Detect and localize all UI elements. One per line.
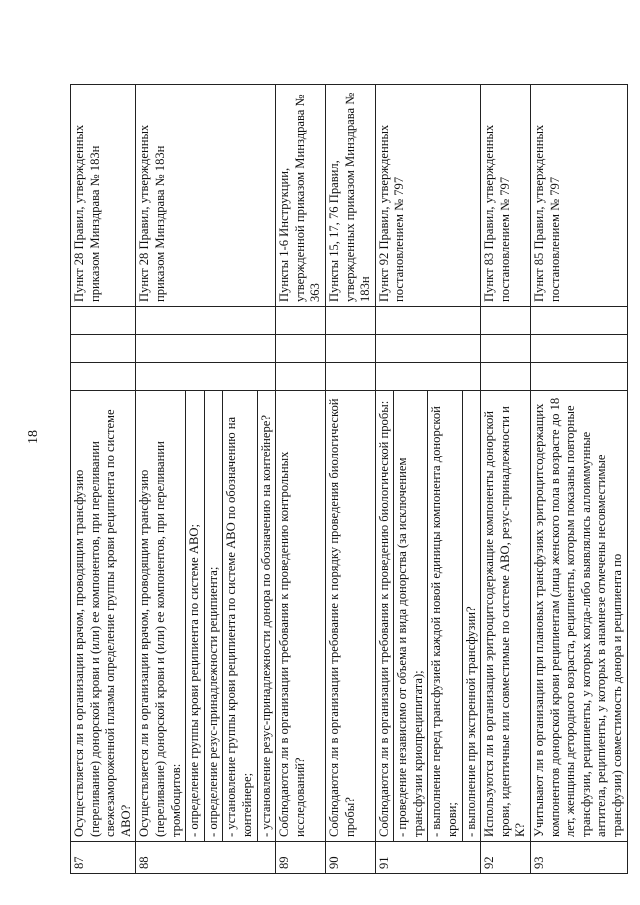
basis-cell: Пункты 15, 17, 76 Правил, утвержденных приказом Минздрава № 183н (325, 85, 375, 307)
rotated-table-container (70, 84, 624, 874)
row-number: 93 (531, 842, 628, 874)
table-row (136, 85, 186, 874)
basis-cell: Пункт 85 Правил, утвержденных постановлением № 797 (531, 85, 628, 307)
answer-cell-yes (71, 363, 136, 391)
question-cell: Осуществляется ли в организации врачом, проводящим трансфузию (переливание) донорской крови и (или) ее компонентов, при переливании свежезамороженной плазмы определение группы крови реципиента по системе АВО? (71, 391, 136, 842)
answer-cell-yes (136, 363, 276, 391)
answer-cell-no (276, 335, 326, 363)
question-cell: Соблюдаются ли в организации требования к проведению контрольных исследований? (276, 391, 326, 842)
table-row (531, 85, 628, 874)
answer-cell-yes (531, 363, 628, 391)
answer-cell-yes (276, 363, 326, 391)
row-number: 88 (136, 842, 276, 874)
answer-cell-yes (481, 363, 531, 391)
answer-cell-no (71, 335, 136, 363)
row-number: 90 (325, 842, 375, 874)
question-cell: Используются ли в организации эритроцитсодержащие компоненты донорской крови, идентичные или совместимые по системе АВО, резус-принадлежности и К? (481, 391, 531, 842)
answer-cell-na (136, 307, 276, 335)
row-number: 87 (71, 842, 136, 874)
basis-cell: Пункт 28 Правил, утвержденных приказом Минздрава № 183н (136, 85, 276, 307)
row-number: 91 (375, 842, 481, 874)
table-row (71, 85, 136, 874)
question-cell: Соблюдаются ли в организации требование к порядку проведения биологической пробы? (325, 391, 375, 842)
basis-cell: Пункт 28 Правил, утвержденных приказом Минздрава № 183н (71, 85, 136, 307)
answer-cell-no (531, 335, 628, 363)
basis-cell: Пункты 1-6 Инструкции, утвержденной приказом Минздрава № 363 (276, 85, 326, 307)
table-row (325, 85, 375, 874)
answer-cell-na (531, 307, 628, 335)
answer-cell-no (136, 335, 276, 363)
answer-cell-na (375, 307, 481, 335)
answer-cell-na (71, 307, 136, 335)
question-cell: Учитывают ли в организации при плановых трансфузиях эритроцитсодержащих компонентов донорской крови реципиентам (лица женского пола в возрасте до 18 лет, женщины детородного возраста, реципиенты, которым показаны повторные трансфузии, реципиенты, у которых когда-либо выявлялись аллоиммунные антитела, реципиенты, у которых в анамнезе отмечены несовместимые трансфузии) совместимость донора и реципиента по (531, 391, 628, 842)
table-row (375, 85, 394, 874)
answer-cell-na (325, 307, 375, 335)
checklist-table (70, 84, 628, 874)
answer-cell-no (375, 335, 481, 363)
question-cell: Осуществляется ли в организации врачом, проводящим трансфузию (переливание) донорской крови и (или) ее компонентов, при переливании тромбоцитов: (136, 391, 186, 842)
subitem-cell: - установление группы крови реципиента по системе АВО по обозначению на контейнере; (223, 391, 257, 842)
subitem-cell: - выполнение при экстренной трансфузии? (462, 391, 481, 842)
answer-cell-no (325, 335, 375, 363)
answer-cell-no (481, 335, 531, 363)
row-number: 89 (276, 842, 326, 874)
subitem-cell: - проведение независимо от объема и вида донорства (за исключением трансфузии криопреципитата); (394, 391, 428, 842)
basis-cell: Пункт 83 Правил, утвержденных постановлением № 797 (481, 85, 531, 307)
table-row (481, 85, 531, 874)
page-number: 18 (26, 430, 41, 444)
subitem-cell: - установление резус-принадлежности донора по обозначению на контейнере? (257, 391, 276, 842)
answer-cell-yes (325, 363, 375, 391)
table-row (276, 85, 326, 874)
basis-cell: Пункт 92 Правил, утвержденных постановлением № 797 (375, 85, 481, 307)
answer-cell-na (481, 307, 531, 335)
subitem-cell: - определение группы крови реципиента по системе АВО; (186, 391, 205, 842)
answer-cell-yes (375, 363, 481, 391)
row-number: 92 (481, 842, 531, 874)
question-cell: Соблюдаются ли в организации требования к проведению биологической пробы: (375, 391, 394, 842)
answer-cell-na (276, 307, 326, 335)
subitem-cell: - выполнение перед трансфузией каждой новой единицы компонента донорской крови; (428, 391, 462, 842)
subitem-cell: - определение резус-принадлежности реципиента; (204, 391, 223, 842)
